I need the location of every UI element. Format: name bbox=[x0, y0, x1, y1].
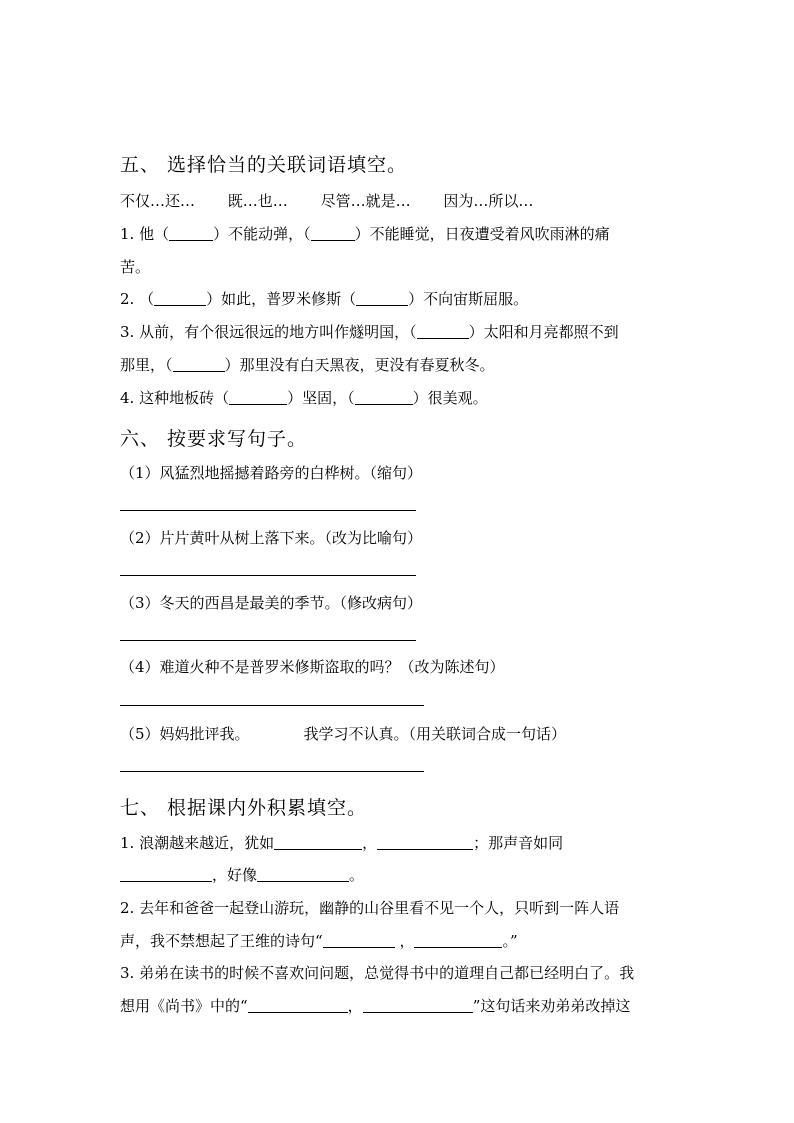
fill-blank[interactable] bbox=[229, 390, 287, 405]
s7-q3-line2 bbox=[120, 995, 630, 1016]
answer-line[interactable] bbox=[120, 705, 424, 706]
s5-q1-line1 bbox=[120, 223, 610, 244]
fill-blank[interactable] bbox=[257, 867, 349, 882]
fill-blank[interactable] bbox=[377, 835, 473, 850]
s7-q3-line1: 3. 弟弟在读书的时候不喜欢问问题，总觉得书中的道理自己都已经明白了。我 bbox=[120, 964, 635, 982]
text: ）坚固，（ bbox=[287, 389, 355, 407]
s5-q1-line2: 苦。 bbox=[120, 258, 151, 276]
fill-blank[interactable] bbox=[417, 324, 469, 339]
fill-blank[interactable] bbox=[120, 867, 212, 882]
text: ）很美观。 bbox=[412, 389, 488, 407]
option-3: 尽管…就是… bbox=[320, 192, 411, 210]
fill-blank[interactable] bbox=[311, 226, 355, 241]
fill-blank[interactable] bbox=[355, 390, 413, 405]
s6-q2: （2）片片黄叶从树上落下来。（改为比喻句） bbox=[120, 529, 423, 547]
text: 想用《尚书》中的“ bbox=[120, 997, 248, 1015]
text: ）那里没有白天黑夜，更没有春夏秋冬。 bbox=[224, 356, 495, 374]
s5-q4 bbox=[120, 387, 488, 408]
text: ， bbox=[362, 834, 378, 852]
s7-q1-line1 bbox=[120, 832, 563, 853]
text: ”这句话来劝弟弟改掉这 bbox=[472, 997, 631, 1015]
s6-q5 bbox=[120, 723, 566, 744]
text: ）不向宙斯屈服。 bbox=[408, 290, 529, 308]
answer-line[interactable] bbox=[120, 640, 416, 641]
s7-q2-line1: 2. 去年和爸爸一起登山游玩，幽静的山谷里看不见一个人，只听到一阵人语 bbox=[120, 899, 620, 917]
connective-options bbox=[120, 190, 533, 211]
text: 那里，（ bbox=[120, 356, 173, 374]
fill-blank[interactable] bbox=[248, 998, 348, 1013]
text: ）不能动弹，（ bbox=[213, 225, 311, 243]
text: 。” bbox=[502, 932, 518, 950]
text: ；那声音如同 bbox=[473, 834, 564, 852]
section-6-title: 六、 按要求写句子。 bbox=[120, 428, 308, 450]
text: 3. 从前，有个很远很远的地方叫作燧明国，（ bbox=[120, 323, 417, 341]
fill-blank[interactable] bbox=[414, 933, 502, 948]
option-4: 因为…所以… bbox=[443, 192, 534, 210]
fill-blank[interactable] bbox=[363, 998, 473, 1013]
fill-blank[interactable] bbox=[356, 291, 408, 306]
text: ）不能睡觉，日夜遭受着风吹雨淋的痛 bbox=[354, 225, 610, 243]
s6-q3: （3）冬天的西昌是最美的季节。（修改病句） bbox=[120, 594, 423, 612]
s5-q3-line1 bbox=[120, 321, 619, 342]
s6-q4: （4）难道火种不是普罗米修斯盗取的吗？（改为陈述句） bbox=[120, 658, 505, 676]
section-5-title: 五、 选择恰当的关联词语填空。 bbox=[120, 154, 408, 176]
s7-q2-line2 bbox=[120, 930, 518, 951]
fill-blank[interactable] bbox=[154, 291, 206, 306]
s5-q3-line2 bbox=[120, 354, 495, 375]
text: （5）妈妈批评我。 bbox=[120, 725, 250, 743]
text: ，好像 bbox=[212, 866, 258, 884]
option-2: 既…也… bbox=[227, 192, 288, 210]
text: 1. 他（ bbox=[120, 225, 170, 243]
s7-q1-line2 bbox=[120, 864, 364, 885]
s5-q2 bbox=[120, 288, 528, 309]
text: 我学习不认真。（用关联词合成一句话） bbox=[303, 725, 567, 743]
answer-line[interactable] bbox=[120, 771, 424, 772]
text: 声，我不禁想起了王维的诗句“ bbox=[120, 932, 323, 950]
text: 2. （ bbox=[120, 290, 155, 308]
s6-q1: （1）风猛烈地摇撼着路旁的白桦树。（缩句） bbox=[120, 464, 423, 482]
text: 。 bbox=[349, 866, 365, 884]
fill-blank[interactable] bbox=[169, 226, 213, 241]
text: 1. 浪潮越来越近，犹如 bbox=[120, 834, 275, 852]
fill-blank[interactable] bbox=[323, 933, 395, 948]
answer-line[interactable] bbox=[120, 510, 416, 511]
text: ， bbox=[394, 932, 415, 950]
text: 4. 这种地板砖（ bbox=[120, 389, 230, 407]
fill-blank[interactable] bbox=[274, 835, 362, 850]
section-7-title: 七、 根据课内外积累填空。 bbox=[120, 797, 368, 819]
option-1: 不仅…还… bbox=[120, 192, 196, 210]
text: ）太阳和月亮都照不到 bbox=[468, 323, 619, 341]
text: ）如此，普罗米修斯（ bbox=[206, 290, 357, 308]
answer-line[interactable] bbox=[120, 575, 416, 576]
text: ， bbox=[347, 997, 363, 1015]
fill-blank[interactable] bbox=[173, 357, 225, 372]
